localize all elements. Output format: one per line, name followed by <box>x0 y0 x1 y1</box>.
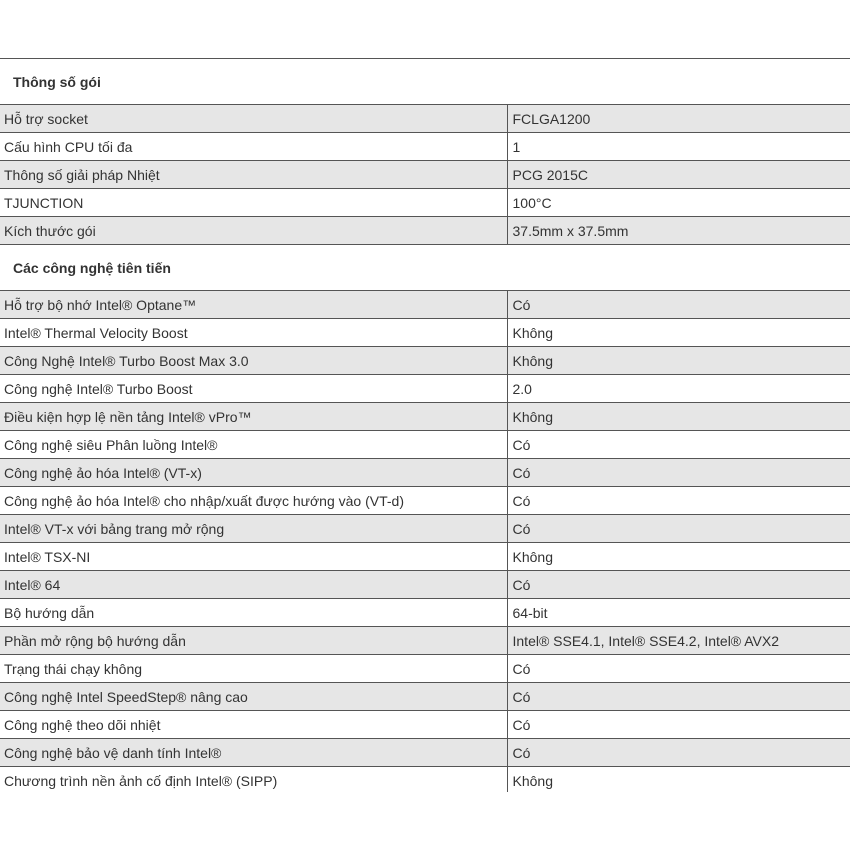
spec-label: Chương trình nền ảnh cố định Intel® (SIPP) <box>0 767 507 793</box>
spec-label: Cấu hình CPU tối đa <box>0 133 507 161</box>
spec-row <box>0 291 850 319</box>
spec-value: 37.5mm x 37.5mm <box>507 217 850 245</box>
spec-label: Thông số giải pháp Nhiệt <box>0 161 507 189</box>
spec-row <box>0 459 850 487</box>
spec-row <box>0 655 850 683</box>
spec-label: TJUNCTION <box>0 189 507 217</box>
spec-label: Công nghệ ảo hóa Intel® cho nhập/xuất được hướng vào (VT-d) <box>0 487 507 515</box>
spec-label: Intel® Thermal Velocity Boost <box>0 319 507 347</box>
spec-label: Hỗ trợ bộ nhớ Intel® Optane™ <box>0 291 507 319</box>
spec-value: Không <box>507 403 850 431</box>
spec-label: Intel® 64 <box>0 571 507 599</box>
spec-label: Công nghệ theo dõi nhiệt <box>0 711 507 739</box>
spec-value: Có <box>507 431 850 459</box>
spec-row <box>0 189 850 217</box>
spec-value: Có <box>507 683 850 711</box>
spec-table <box>0 58 850 792</box>
spec-value: 2.0 <box>507 375 850 403</box>
spec-label: Hỗ trợ socket <box>0 105 507 133</box>
section-header-row <box>0 245 850 291</box>
spec-row <box>0 217 850 245</box>
spec-label: Phần mở rộng bộ hướng dẫn <box>0 627 507 655</box>
spec-row <box>0 599 850 627</box>
spec-row <box>0 571 850 599</box>
spec-label: Công nghệ ảo hóa Intel® (VT-x) <box>0 459 507 487</box>
spec-value: Không <box>507 347 850 375</box>
spec-value: Có <box>507 515 850 543</box>
spec-row <box>0 683 850 711</box>
spec-value: Intel® SSE4.1, Intel® SSE4.2, Intel® AVX2 <box>507 627 850 655</box>
spec-label: Điều kiện hợp lệ nền tảng Intel® vPro™ <box>0 403 507 431</box>
section-title: Thông số gói <box>0 59 850 105</box>
spec-label: Công nghệ Intel SpeedStep® nâng cao <box>0 683 507 711</box>
spec-row <box>0 739 850 767</box>
spec-label: Trạng thái chạy không <box>0 655 507 683</box>
spec-row <box>0 627 850 655</box>
spec-value: 100°C <box>507 189 850 217</box>
spec-label: Công Nghệ Intel® Turbo Boost Max 3.0 <box>0 347 507 375</box>
spec-value: Có <box>507 291 850 319</box>
spec-label: Kích thước gói <box>0 217 507 245</box>
spec-value: PCG 2015C <box>507 161 850 189</box>
spec-row <box>0 133 850 161</box>
spec-row <box>0 711 850 739</box>
spec-value: Có <box>507 459 850 487</box>
section-title: Các công nghệ tiên tiến <box>0 245 850 291</box>
spec-value: Có <box>507 571 850 599</box>
spec-row <box>0 319 850 347</box>
spec-value: Có <box>507 487 850 515</box>
spec-row <box>0 375 850 403</box>
section-header-row <box>0 59 850 105</box>
spec-value: Có <box>507 655 850 683</box>
spec-value: Không <box>507 319 850 347</box>
spec-label: Công nghệ bảo vệ danh tính Intel® <box>0 739 507 767</box>
spec-value: Có <box>507 739 850 767</box>
spec-value: 1 <box>507 133 850 161</box>
spec-table-container <box>0 58 850 792</box>
spec-row <box>0 515 850 543</box>
spec-row <box>0 161 850 189</box>
spec-row <box>0 403 850 431</box>
spec-value: Không <box>507 767 850 793</box>
spec-label: Công nghệ siêu Phân luồng Intel® <box>0 431 507 459</box>
spec-value: Không <box>507 543 850 571</box>
spec-value: FCLGA1200 <box>507 105 850 133</box>
spec-row <box>0 767 850 793</box>
spec-label: Intel® VT-x với bảng trang mở rộng <box>0 515 507 543</box>
spec-row <box>0 347 850 375</box>
spec-row <box>0 431 850 459</box>
spec-row <box>0 487 850 515</box>
spec-label: Công nghệ Intel® Turbo Boost <box>0 375 507 403</box>
spec-table-body <box>0 59 850 793</box>
spec-value: 64-bit <box>507 599 850 627</box>
spec-row <box>0 543 850 571</box>
spec-label: Intel® TSX-NI <box>0 543 507 571</box>
spec-label: Bộ hướng dẫn <box>0 599 507 627</box>
spec-row <box>0 105 850 133</box>
spec-value: Có <box>507 711 850 739</box>
